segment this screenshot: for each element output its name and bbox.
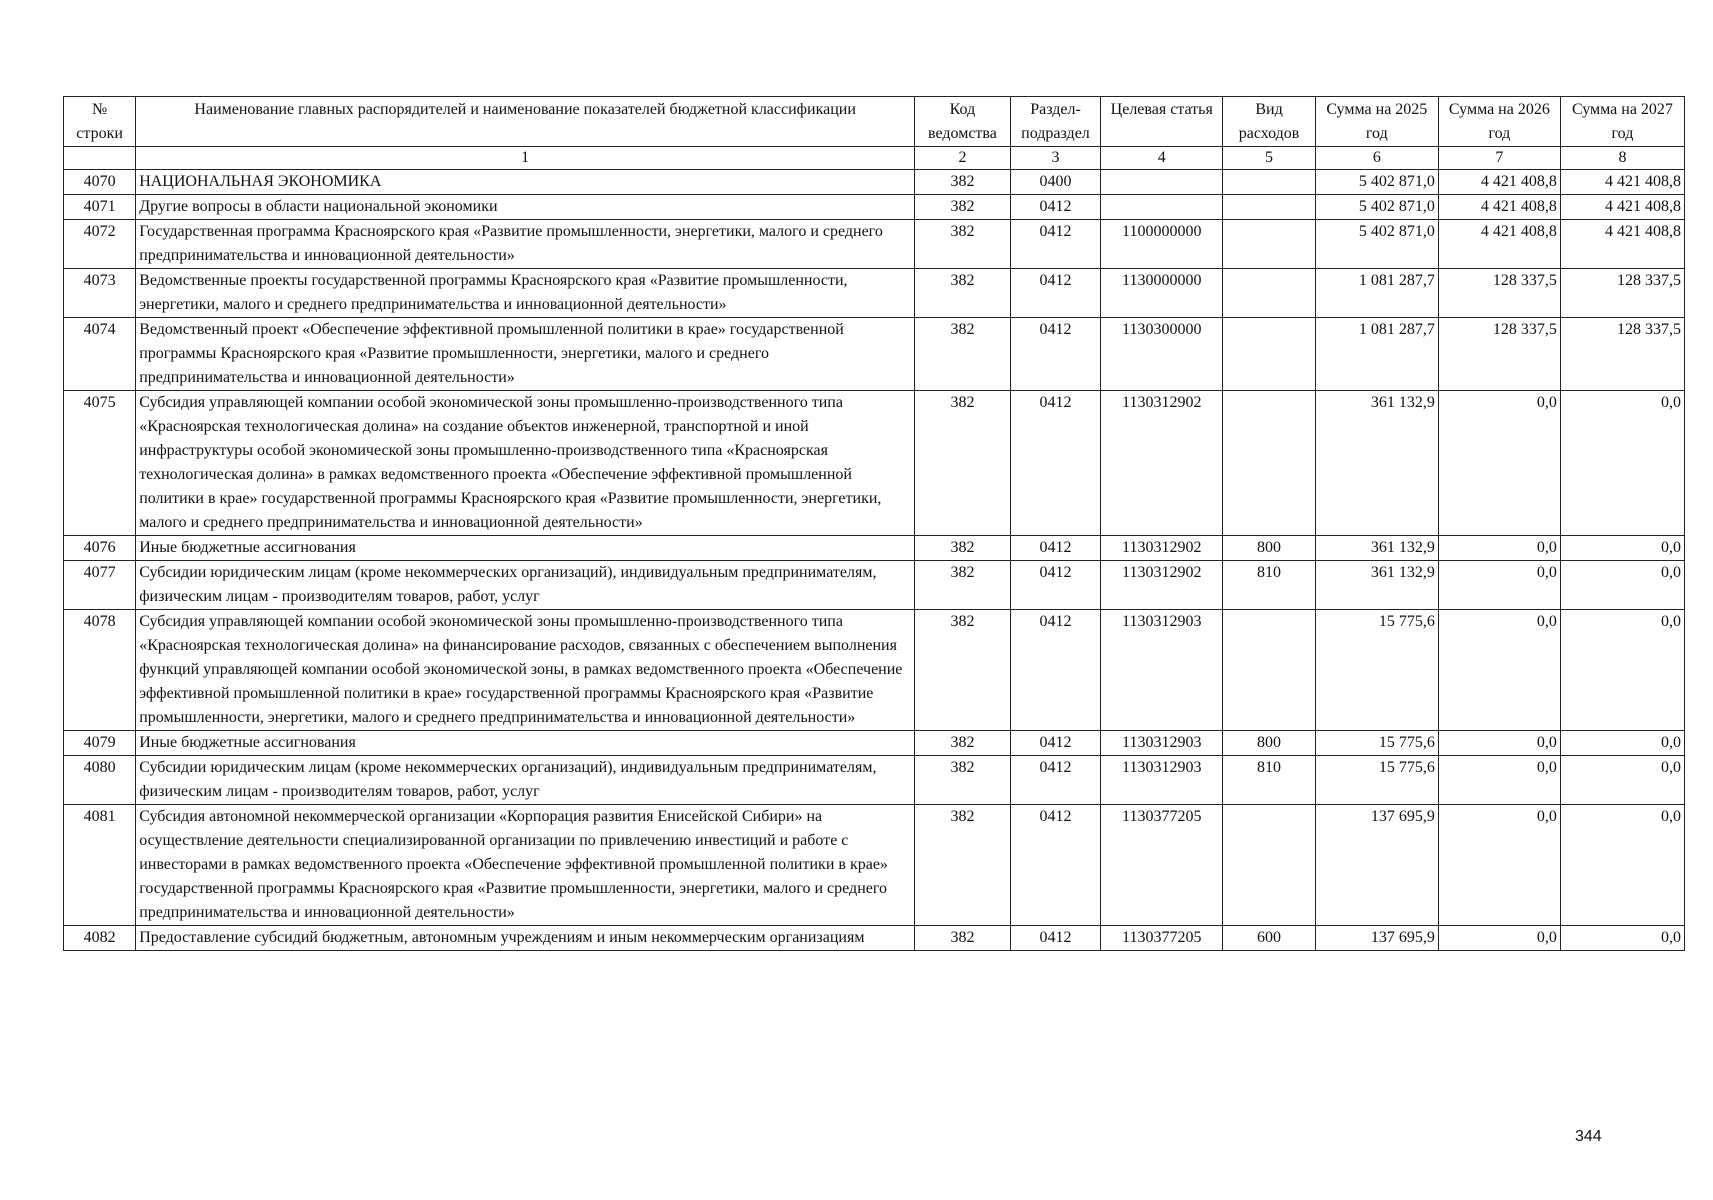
dept-code-cell: 382: [915, 610, 1011, 731]
sum-2026-cell: 0,0: [1438, 756, 1560, 805]
exp-type-cell: 800: [1223, 536, 1316, 561]
exp-type-cell: 600: [1223, 926, 1316, 951]
dept-code-cell: 382: [915, 805, 1011, 926]
sum-2025-cell: 5 402 871,0: [1315, 195, 1438, 220]
dept-code-cell: 382: [915, 195, 1011, 220]
target-cell: 1130312903: [1101, 756, 1223, 805]
header-row: [64, 97, 1685, 147]
exp-type-cell: [1223, 610, 1316, 731]
sum-2025-cell: 5 402 871,0: [1315, 220, 1438, 269]
table-row: [64, 318, 1685, 391]
target-cell: 1130377205: [1101, 805, 1223, 926]
dept-code-cell: 382: [915, 269, 1011, 318]
section-cell: 0412: [1010, 318, 1101, 391]
sum-2026-cell: 0,0: [1438, 561, 1560, 610]
header-target: Целевая статья: [1101, 97, 1223, 147]
row-number-cell: 4082: [64, 926, 136, 951]
section-cell: 0412: [1010, 536, 1101, 561]
row-number-cell: 4072: [64, 220, 136, 269]
exp-type-cell: [1223, 195, 1316, 220]
row-number-cell: 4077: [64, 561, 136, 610]
sum-2026-cell: 0,0: [1438, 805, 1560, 926]
section-cell: 0412: [1010, 391, 1101, 536]
header-section: Раздел-подраздел: [1010, 97, 1101, 147]
sum-2027-cell: 4 421 408,8: [1560, 220, 1684, 269]
target-cell: 1130312903: [1101, 731, 1223, 756]
colnum: 1: [136, 147, 915, 170]
colnum: 3: [1010, 147, 1101, 170]
column-number-row: [64, 147, 1685, 170]
page-number: 344: [1575, 1128, 1602, 1145]
target-cell: 1130312902: [1101, 561, 1223, 610]
sum-2027-cell: 128 337,5: [1560, 269, 1684, 318]
row-number-cell: 4078: [64, 610, 136, 731]
sum-2026-cell: 0,0: [1438, 536, 1560, 561]
sum-2025-cell: 137 695,9: [1315, 805, 1438, 926]
dept-code-cell: 382: [915, 220, 1011, 269]
row-number-cell: 4074: [64, 318, 136, 391]
exp-type-cell: 810: [1223, 561, 1316, 610]
section-cell: 0412: [1010, 926, 1101, 951]
row-number-cell: 4070: [64, 170, 136, 195]
sum-2027-cell: 0,0: [1560, 391, 1684, 536]
sum-2027-cell: 0,0: [1560, 610, 1684, 731]
section-cell: 0412: [1010, 269, 1101, 318]
row-name-cell: Ведомственные проекты государственной программы Красноярского края «Развитие промышленности, энергетики, малого и среднего предпринимательства и инновационной деятельности»: [136, 269, 915, 318]
sum-2026-cell: 0,0: [1438, 610, 1560, 731]
header-sum-2026: Сумма на 2026 год: [1438, 97, 1560, 147]
sum-2026-cell: 4 421 408,8: [1438, 220, 1560, 269]
sum-2027-cell: 0,0: [1560, 756, 1684, 805]
row-name-cell: Иные бюджетные ассигнования: [136, 731, 915, 756]
colnum: 5: [1223, 147, 1316, 170]
sum-2025-cell: 15 775,6: [1315, 610, 1438, 731]
section-cell: 0412: [1010, 756, 1101, 805]
header-dept-code: Код ведомства: [915, 97, 1011, 147]
sum-2025-cell: 361 132,9: [1315, 561, 1438, 610]
section-cell: 0412: [1010, 731, 1101, 756]
sum-2026-cell: 0,0: [1438, 731, 1560, 756]
exp-type-cell: [1223, 220, 1316, 269]
row-number-cell: 4076: [64, 536, 136, 561]
dept-code-cell: 382: [915, 926, 1011, 951]
sum-2027-cell: 128 337,5: [1560, 318, 1684, 391]
dept-code-cell: 382: [915, 756, 1011, 805]
row-name-cell: Субсидия управляющей компании особой экономической зоны промышленно-производственного типа «Красноярская технологическая долина» на создание объектов инженерной, транспортной и иной инфраструктуры особой экономической зоны промышленно-производственного типа «Красноярская технологическая долина» в рамках ведомственного проекта «Обеспечение эффективной промышленной политики в крае» государственной программы Красноярского края «Развитие промышленности, энергетики, малого и среднего предпринимательства и инновационной деятельности»: [136, 391, 915, 536]
colnum: 2: [915, 147, 1011, 170]
row-name-cell: Другие вопросы в области национальной экономики: [136, 195, 915, 220]
section-cell: 0412: [1010, 561, 1101, 610]
budget-table: [63, 96, 1685, 951]
table-body: [64, 170, 1685, 951]
sum-2025-cell: 1 081 287,7: [1315, 269, 1438, 318]
section-cell: 0412: [1010, 805, 1101, 926]
header-name: Наименование главных распорядителей и наименование показателей бюджетной классификации: [136, 97, 915, 147]
sum-2025-cell: 5 402 871,0: [1315, 170, 1438, 195]
row-name-cell: НАЦИОНАЛЬНАЯ ЭКОНОМИКА: [136, 170, 915, 195]
dept-code-cell: 382: [915, 170, 1011, 195]
header-exp-type: Вид расходов: [1223, 97, 1316, 147]
row-name-cell: Субсидии юридическим лицам (кроме некоммерческих организаций), индивидуальным предпринимателям, физическим лицам - производителям товаров, работ, услуг: [136, 756, 915, 805]
table-row: [64, 195, 1685, 220]
target-cell: 1100000000: [1101, 220, 1223, 269]
target-cell: 1130312903: [1101, 610, 1223, 731]
colnum: 8: [1560, 147, 1684, 170]
colnum: 4: [1101, 147, 1223, 170]
sum-2027-cell: 4 421 408,8: [1560, 170, 1684, 195]
section-cell: 0400: [1010, 170, 1101, 195]
exp-type-cell: [1223, 269, 1316, 318]
row-name-cell: Предоставление субсидий бюджетным, автономным учреждениям и иным некоммерческим организациям: [136, 926, 915, 951]
table-row: [64, 926, 1685, 951]
section-cell: 0412: [1010, 610, 1101, 731]
table-row: [64, 731, 1685, 756]
header-sum-2027: Сумма на 2027 год: [1560, 97, 1684, 147]
sum-2025-cell: 137 695,9: [1315, 926, 1438, 951]
table-row: [64, 756, 1685, 805]
row-number-cell: 4071: [64, 195, 136, 220]
sum-2026-cell: 0,0: [1438, 391, 1560, 536]
exp-type-cell: [1223, 391, 1316, 536]
dept-code-cell: 382: [915, 731, 1011, 756]
sum-2026-cell: 128 337,5: [1438, 269, 1560, 318]
header-row-no: № строки: [64, 97, 136, 147]
header-sum-2025: Сумма на 2025 год: [1315, 97, 1438, 147]
dept-code-cell: 382: [915, 318, 1011, 391]
table-row: [64, 170, 1685, 195]
exp-type-cell: 800: [1223, 731, 1316, 756]
sum-2026-cell: 128 337,5: [1438, 318, 1560, 391]
row-name-cell: Государственная программа Красноярского края «Развитие промышленности, энергетики, малого и среднего предпринимательства и инновационной деятельности»: [136, 220, 915, 269]
row-number-cell: 4073: [64, 269, 136, 318]
target-cell: 1130377205: [1101, 926, 1223, 951]
colnum: 6: [1315, 147, 1438, 170]
sum-2027-cell: 0,0: [1560, 805, 1684, 926]
table-row: [64, 536, 1685, 561]
sum-2025-cell: 361 132,9: [1315, 536, 1438, 561]
sum-2027-cell: 4 421 408,8: [1560, 195, 1684, 220]
row-name-cell: Ведомственный проект «Обеспечение эффективной промышленной политики в крае» государственной программы Красноярского края «Развитие промышленности, энергетики, малого и среднего предпринимательства и инновационной деятельности»: [136, 318, 915, 391]
row-name-cell: Субсидия управляющей компании особой экономической зоны промышленно-производственного типа «Красноярская технологическая долина» на финансирование расходов, связанных с обеспечением выполнения функций управляющей компании особой экономической зоны, в рамках ведомственного проекта «Обеспечение эффективной промышленной политики в крае» государственной программы Красноярского края «Развитие промышленности, энергетики, малого и среднего предпринимательства и инновационной деятельности»: [136, 610, 915, 731]
dept-code-cell: 382: [915, 391, 1011, 536]
section-cell: 0412: [1010, 195, 1101, 220]
sum-2025-cell: 15 775,6: [1315, 756, 1438, 805]
colnum-blank: [64, 147, 136, 170]
row-number-cell: 4080: [64, 756, 136, 805]
target-cell: [1101, 170, 1223, 195]
table-row: [64, 561, 1685, 610]
row-name-cell: Субсидии юридическим лицам (кроме некоммерческих организаций), индивидуальным предпринимателям, физическим лицам - производителям товаров, работ, услуг: [136, 561, 915, 610]
sum-2027-cell: 0,0: [1560, 561, 1684, 610]
dept-code-cell: 382: [915, 536, 1011, 561]
sum-2026-cell: 4 421 408,8: [1438, 170, 1560, 195]
table-row: [64, 269, 1685, 318]
table-row: [64, 805, 1685, 926]
sum-2025-cell: 15 775,6: [1315, 731, 1438, 756]
target-cell: 1130000000: [1101, 269, 1223, 318]
target-cell: 1130312902: [1101, 391, 1223, 536]
table-row: [64, 391, 1685, 536]
section-cell: 0412: [1010, 220, 1101, 269]
table-row: [64, 610, 1685, 731]
sum-2027-cell: 0,0: [1560, 731, 1684, 756]
budget-sheet: [63, 96, 1685, 951]
exp-type-cell: [1223, 318, 1316, 391]
dept-code-cell: 382: [915, 561, 1011, 610]
sum-2026-cell: 0,0: [1438, 926, 1560, 951]
row-number-cell: 4075: [64, 391, 136, 536]
sum-2025-cell: 1 081 287,7: [1315, 318, 1438, 391]
sum-2026-cell: 4 421 408,8: [1438, 195, 1560, 220]
sum-2025-cell: 361 132,9: [1315, 391, 1438, 536]
exp-type-cell: 810: [1223, 756, 1316, 805]
row-number-cell: 4079: [64, 731, 136, 756]
sum-2027-cell: 0,0: [1560, 926, 1684, 951]
exp-type-cell: [1223, 805, 1316, 926]
row-name-cell: Субсидия автономной некоммерческой организации «Корпорация развития Енисейской Сибири» на осуществление деятельности специализированной организации по привлечению инвестиций и работе с инвесторами в рамках ведомственного проекта «Обеспечение эффективной промышленной политики в крае» государственной программы Красноярского края «Развитие промышленности, энергетики, малого и среднего предпринимательства и инновационной деятельности»: [136, 805, 915, 926]
target-cell: 1130312902: [1101, 536, 1223, 561]
row-name-cell: Иные бюджетные ассигнования: [136, 536, 915, 561]
table-row: [64, 220, 1685, 269]
colnum: 7: [1438, 147, 1560, 170]
row-number-cell: 4081: [64, 805, 136, 926]
target-cell: 1130300000: [1101, 318, 1223, 391]
target-cell: [1101, 195, 1223, 220]
exp-type-cell: [1223, 170, 1316, 195]
sum-2027-cell: 0,0: [1560, 536, 1684, 561]
